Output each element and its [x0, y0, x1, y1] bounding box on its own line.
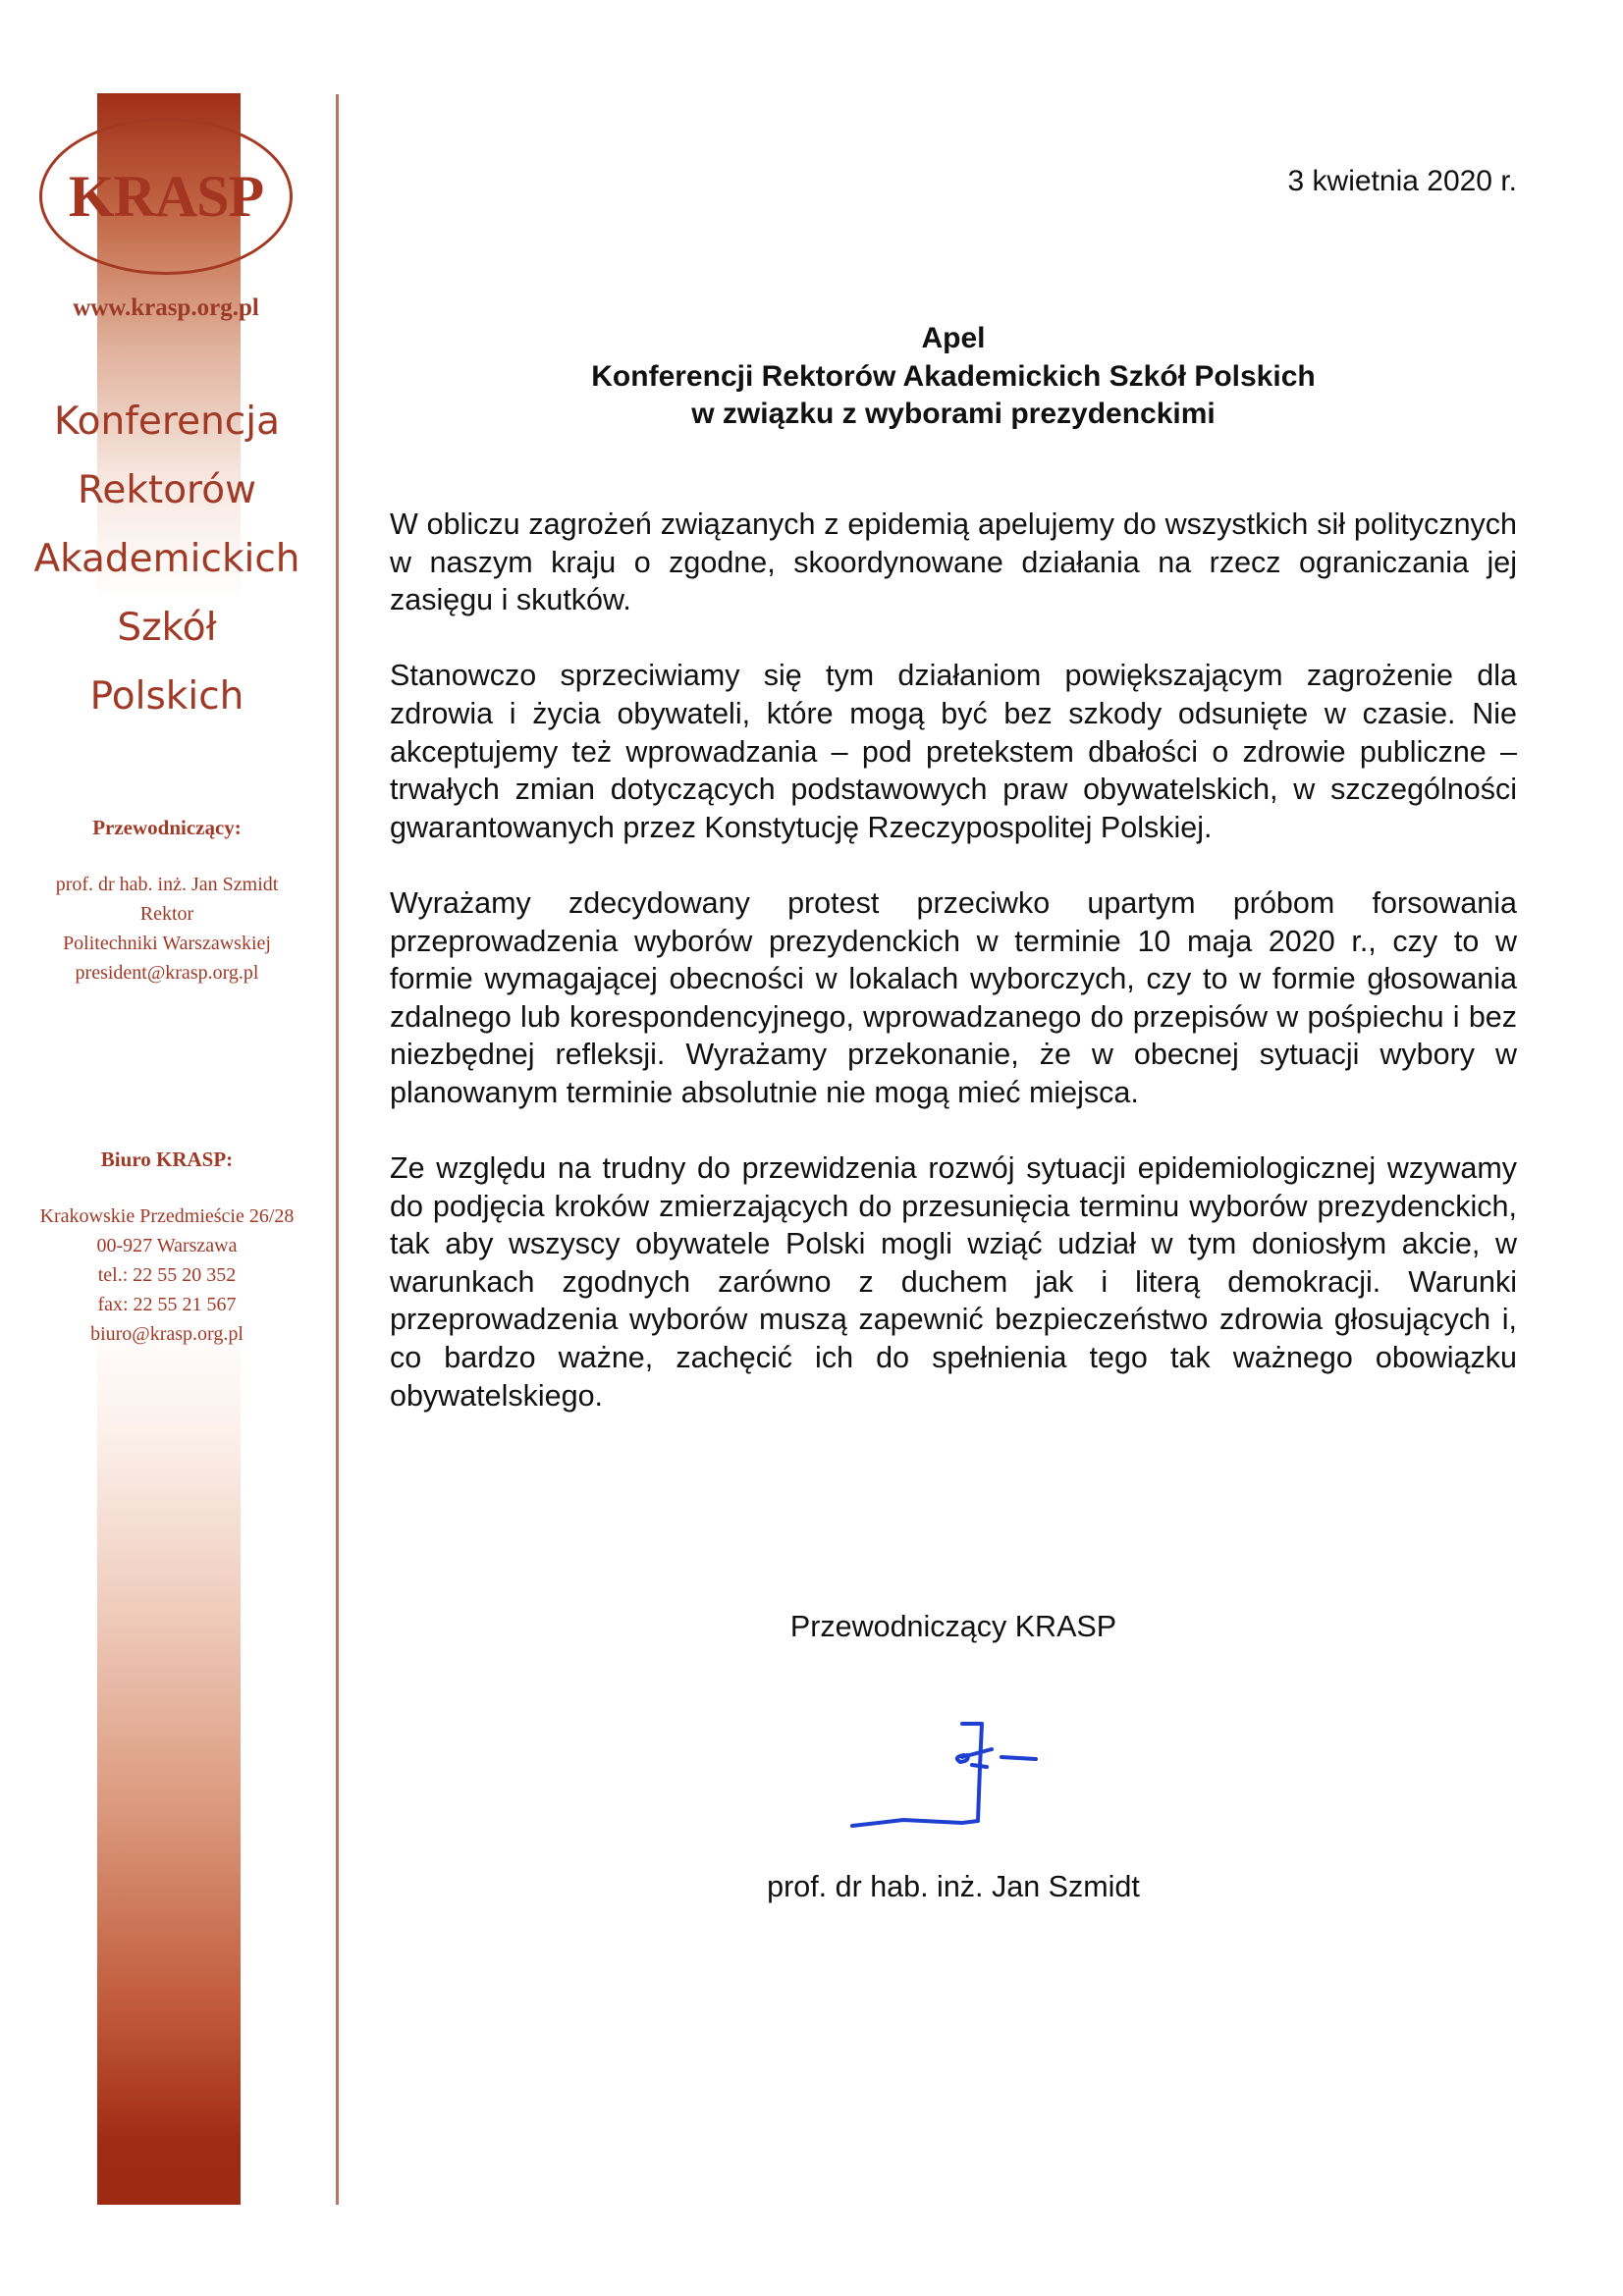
- org-name-line: Polskich: [89, 674, 244, 719]
- sidebar-chair: [0, 813, 334, 988]
- title-line: Apel: [921, 322, 986, 354]
- signer-name: prof. dr hab. inż. Jan Szmidt: [767, 1870, 1140, 1903]
- chair-line: prof. dr hab. inż. Jan Szmidt: [55, 874, 279, 895]
- paragraph: W obliczu zagrożeń związanych z epidemią apelujemy do wszystkich sił politycznych w naszym kraju o zgodne, skoordynowane działania na rzecz ograniczania jej zasięgu i skutków.: [390, 507, 1517, 617]
- sidebar-org-name: [0, 388, 334, 731]
- chair-line: Politechniki Warszawskiej: [63, 933, 271, 954]
- office-line: Krakowskie Przedmieście 26/28: [39, 1205, 295, 1227]
- office-line: tel.: 22 55 20 352: [97, 1264, 237, 1286]
- chair-email: president@krasp.org.pl: [75, 962, 259, 984]
- office-line: fax: 22 55 21 567: [97, 1294, 237, 1315]
- org-name-line: Konferencja: [53, 400, 280, 444]
- logo: KRASP: [68, 164, 264, 229]
- title-line: w związku z wyborami prezydenckimi: [691, 398, 1216, 430]
- paragraph: Wyrażamy zdecydowany protest przeciwko upartym próbom forsowania przeprowadzenia wyborów prezydenckich w terminie 10 maja 2020 r., czy to w formie wymagającej obecności w lokalach wyborczych, czy to w formie głosowania zdalnego lub korespondencyjnego, wprowadzanego do przepisów w pośpiechu i bez niezbędnej refleksji. Wyrażamy przekonanie, że w obecnej sytuacji wybory w planowanym terminie absolutnie nie mogą mieć miejsca.: [390, 885, 1517, 1109]
- office-line: 00-927 Warszawa: [96, 1235, 238, 1256]
- paragraph: Ze względu na trudny do przewidzenia rozwój sytuacji epidemiologicznej wzywamy do podjęcia kroków zmierzających do przesunięcia terminu wyborów prezydenckich, tak aby wszyscy obywatele Polski mogli wziąć udział w tym doniosłym akcie, w warunkach zgodnych zarówno z duchem jak i literą demokracji. Warunki przeprowadzenia wyborów muszą zapewnić bezpieczeństwo zdrowia głosujących i, co bardzo ważne, zachęcić ich do spełnienia tego tak ważnego obowiązku obywatelskiego.: [390, 1151, 1517, 1413]
- sidebar-office: [0, 1145, 334, 1349]
- closing-title: Przewodniczący KRASP: [789, 1610, 1117, 1643]
- org-name-line: Rektorów: [77, 468, 256, 512]
- office-email: biuro@krasp.org.pl: [90, 1323, 243, 1345]
- letter-body: [390, 506, 1517, 1453]
- office-heading: Biuro KRASP:: [100, 1148, 234, 1171]
- letter-title: [390, 320, 1517, 434]
- letter-date: 3 kwietnia 2020 r.: [1287, 165, 1517, 197]
- chair-line: Rektor: [139, 903, 194, 925]
- org-name-line: Akademickich: [33, 537, 300, 581]
- chair-heading: Przewodniczący:: [92, 816, 242, 839]
- signature-icon: [844, 1718, 1080, 1855]
- sidebar-url: www.krasp.org.pl: [73, 294, 259, 321]
- sidebar-divider: [336, 94, 339, 2205]
- org-name-line: Szkół: [117, 606, 217, 650]
- title-line: Konferencji Rektorów Akademickich Szkół Polskich: [591, 359, 1316, 393]
- paragraph: Stanowczo sprzeciwiamy się tym działaniom powiększającym zagrożenie dla zdrowia i życia obywateli, które mogą być bez szkody odsunięte w czasie. Nie akceptujemy też wprowadzania – pod pretekstem dbałości o zdrowie publiczne – trwałych zmian dotyczących podstawowych praw obywatelskich, w szczególności gwarantowanych przez Konstytucję Rzeczypospolitej Polskiej.: [390, 659, 1517, 844]
